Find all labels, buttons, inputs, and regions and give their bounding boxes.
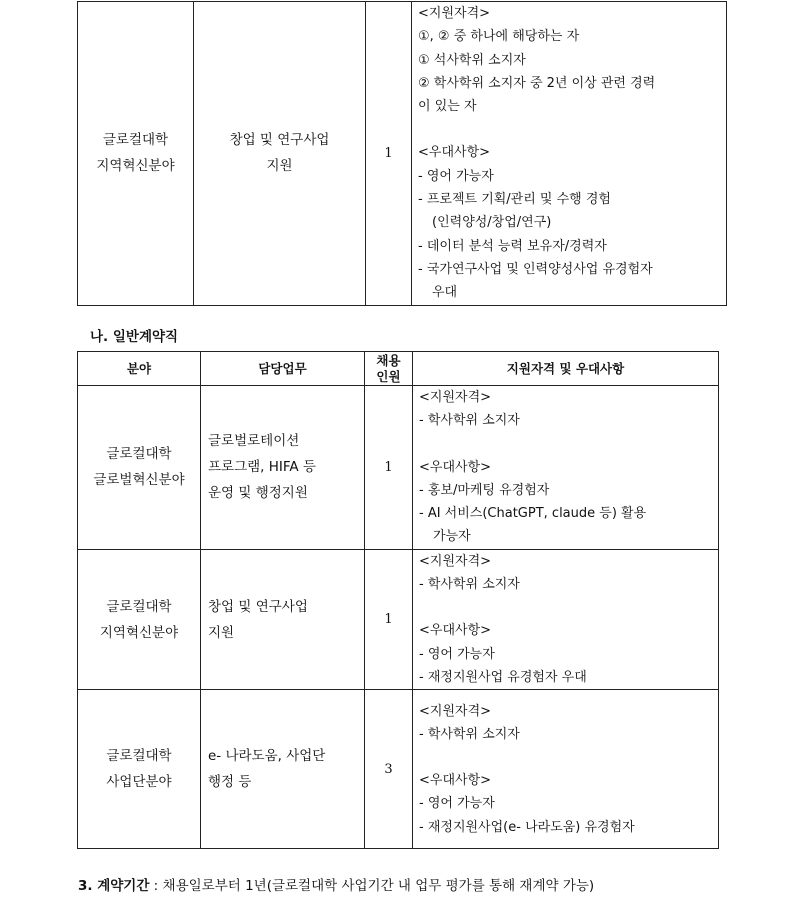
table-row [78,690,719,849]
duties-line: 창업 및 연구사업 [229,132,330,149]
qualification-cell [413,386,719,550]
qualification-line: <우대사항> [419,773,492,789]
duties-cell [201,690,365,849]
table-row [78,386,719,550]
table-general-contract [77,351,719,849]
qualification-line [419,433,712,456]
table-header-row [78,352,719,386]
qualification-line: 이 있는 자 [418,99,477,115]
field-line: 글로컬대학 [106,446,172,463]
qualification-line: - 영어 가능자 [418,168,494,184]
header-field: 분야 [78,352,201,386]
qualification-line: - 데이터 분석 능력 보유자/경력자 [418,238,607,254]
count-cell: 3 [365,690,413,849]
qualification-line: - 재정지원사업(e- 나라도움) 유경험자 [419,819,635,835]
field-cell [78,690,201,849]
header-count [365,352,413,386]
qualification-cell [412,2,727,306]
qualification-line: ① 석사학위 소지자 [418,52,526,68]
field-cell [78,549,201,689]
duties-line: 프로그램, HIFA 등 [208,459,316,476]
qualification-line: <우대사항> [418,145,491,161]
qualification-line: (인력양성/창업/연구) [432,215,552,231]
qualification-line: 우대 [432,285,458,301]
qualification-line: - 국가연구사업 및 인력양성사업 유경험자 [418,261,653,277]
qualification-line: - 재정지원사업 유경험자 우대 [419,669,587,685]
qualification-line: - 영어 가능자 [419,646,495,662]
qualification-line: - 영어 가능자 [419,796,495,812]
field-line: 글로벌혁신분야 [93,472,185,489]
qualification-line: <우대사항> [419,623,492,639]
qualification-line: - 프로젝트 기획/관리 및 수행 경험 [418,192,611,208]
count-cell: 1 [366,2,412,306]
duties-cell [201,549,365,689]
qualification-line: - 학사학위 소지자 [419,726,520,742]
field-line: 글로컬대학 [106,598,172,615]
section-title: 나. 일반계약직 [90,329,179,345]
contract-period-label: 3. 계약기간 [78,878,150,894]
count-cell: 1 [365,386,413,550]
qualification-line [419,746,712,769]
field-line: 글로컬대학 [106,748,172,765]
contract-period-colon: : [149,878,163,894]
field-line: 지역혁신분야 [99,624,179,641]
duties-line: 행정 등 [208,774,252,791]
qualification-line: ② 학사학위 소지자 중 2년 이상 관련 경력 [418,75,656,91]
field-cell [78,2,194,306]
qualification-line: <지원자격> [419,390,492,405]
count-cell: 1 [365,549,413,689]
duties-line: e- 나라도움, 사업단 [208,748,326,765]
qualification-line: - 홍보/마케팅 유경험자 [419,482,550,498]
duties-cell [194,2,366,306]
header-count-line: 채용 [376,352,401,368]
qualification-line: <우대사항> [419,459,492,475]
field-cell [78,386,201,550]
qualification-line [418,118,720,141]
table-row [78,2,727,306]
qualification-cell [413,690,719,849]
qualification-line: - 학사학위 소지자 [419,577,520,593]
header-count-line: 인원 [376,368,401,384]
table-row [78,549,719,689]
field-line: 글로컬대학 [102,132,169,149]
qualification-line: - 학사학위 소지자 [419,413,520,429]
field-line: 지역혁신분야 [96,158,175,175]
qualification-line: <지원자격> [419,553,492,569]
header-qualification: 지원자격 및 우대사항 [413,352,719,386]
duties-line: 지원 [266,158,293,175]
qualification-line: <지원자격> [419,703,492,719]
qualification-line: 가능자 [433,529,471,545]
header-duties: 담당업무 [201,352,365,386]
qualification-line: ①, ② 중 하나에 해당하는 자 [418,29,580,45]
qualification-cell [413,549,719,689]
contract-period-text: 채용일로부터 1년(글로컬대학 사업기간 내 업무 평가를 통해 재계약 가능) [162,878,595,894]
duties-line: 운영 및 행정지원 [208,485,308,502]
duties-line: 창업 및 연구사업 [208,598,308,615]
table-research-support [77,1,727,306]
qualification-line [419,596,712,619]
duties-line: 글로벌로테이션 [208,433,300,450]
duties-line: 지원 [208,624,235,641]
qualification-line: - AI 서비스(ChatGPT, claude 등) 활용 [419,506,647,522]
qualification-line: <지원자격> [418,6,491,21]
duties-cell [201,386,365,550]
field-line: 사업단분야 [106,774,172,791]
contract-period [78,874,594,894]
